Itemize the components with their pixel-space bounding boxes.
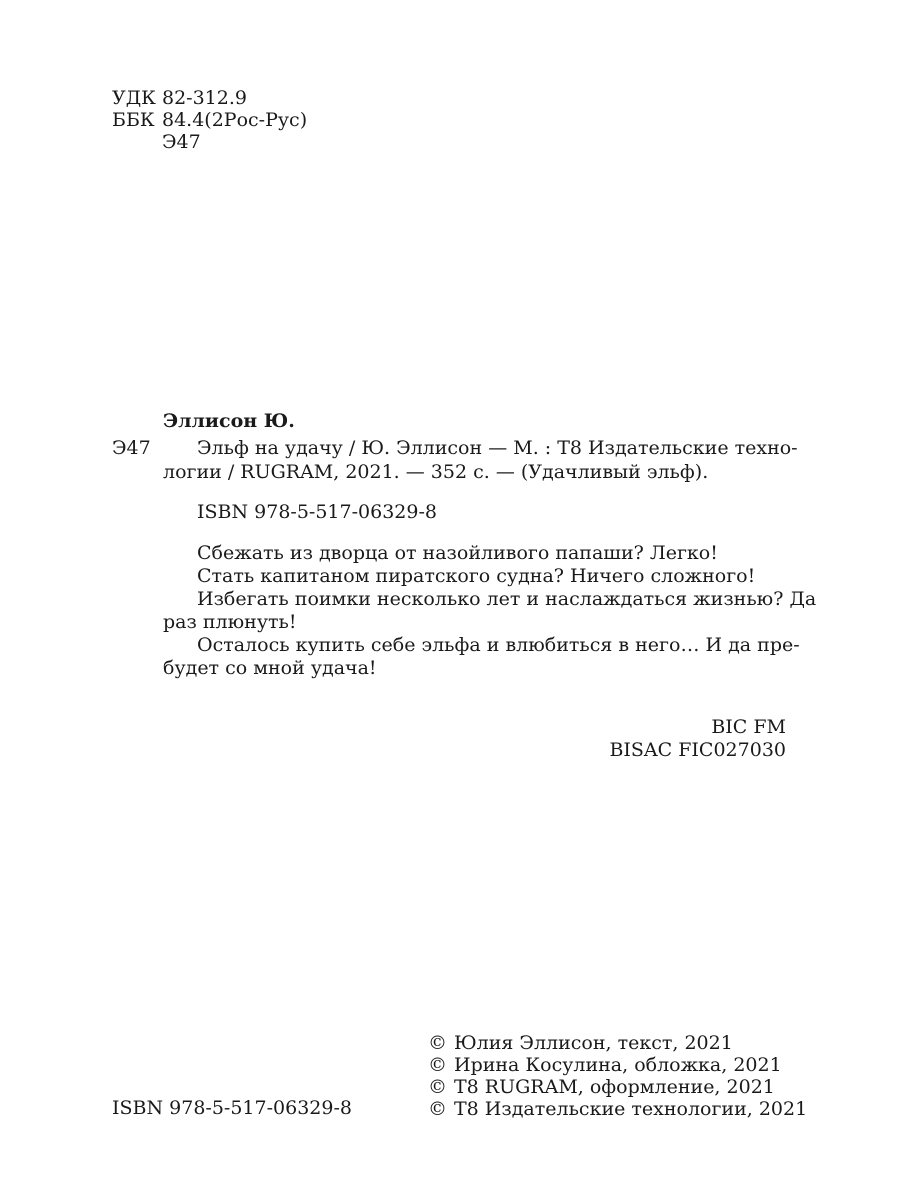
bbk-label: ББК (112, 109, 155, 131)
copyright-symbol: © (428, 1032, 447, 1054)
bisac-code: BISAC FIC027030 (609, 739, 786, 761)
entry-cutter-code: Э47 (112, 437, 151, 459)
udk-value: 82-312.9 (162, 87, 247, 109)
author-name: Эллисон Ю. (163, 410, 295, 432)
udk-label: УДК (112, 87, 156, 109)
copyright-text: Ирина Косулина, обложка, 2021 (454, 1054, 782, 1076)
bbk-value: 84.4(2Рос-Рус) (162, 109, 308, 131)
annotation-line: Стать капитаном пиратского судна? Ничего сложного! (197, 565, 756, 587)
copyright-symbol: © (428, 1098, 447, 1120)
copyright-text: Т8 Издательские технологии, 2021 (454, 1098, 808, 1120)
udk-row (112, 87, 247, 110)
annotation-line: Избегать поимки несколько лет и наслаждаться жизнью? Да (197, 588, 817, 610)
copyright-line (428, 1054, 807, 1076)
bbk-row (112, 109, 307, 132)
annotation-line: Осталось купить себе эльфа и влюбиться в него… И да пре- (197, 634, 800, 656)
copyright-text: Т8 RUGRAM, оформление, 2021 (454, 1076, 775, 1098)
footer-isbn: ISBN 978-5-517-06329-8 (112, 1097, 352, 1119)
copyright-text: Юлия Эллисон, текст, 2021 (454, 1032, 733, 1054)
bic-code: BIC FM (711, 716, 786, 738)
copyright-block (428, 1032, 807, 1120)
copyright-line (428, 1032, 807, 1054)
cutter-row (112, 131, 201, 154)
bibliographic-description-line-1: Эльф на удачу / Ю. Эллисон — М. : Т8 Издательские техно- (197, 437, 798, 459)
annotation-line: будет со мной удача! (163, 657, 377, 679)
copyright-symbol: © (428, 1076, 447, 1098)
annotation-line: раз плюнуть! (163, 611, 297, 633)
cutter-code: Э47 (162, 131, 201, 153)
bibliographic-description-line-2: логии / RUGRAM, 2021. — 352 с. — (Удачливый эльф). (163, 461, 709, 483)
annotation-line: Сбежать из дворца от назойливого папаши? Легко! (197, 542, 718, 564)
copyright-symbol: © (428, 1054, 447, 1076)
copyright-line (428, 1098, 807, 1120)
subject-codes (609, 716, 786, 762)
entry-isbn: ISBN 978-5-517-06329-8 (197, 501, 437, 523)
copyright-line (428, 1076, 807, 1098)
annotation (163, 542, 817, 680)
